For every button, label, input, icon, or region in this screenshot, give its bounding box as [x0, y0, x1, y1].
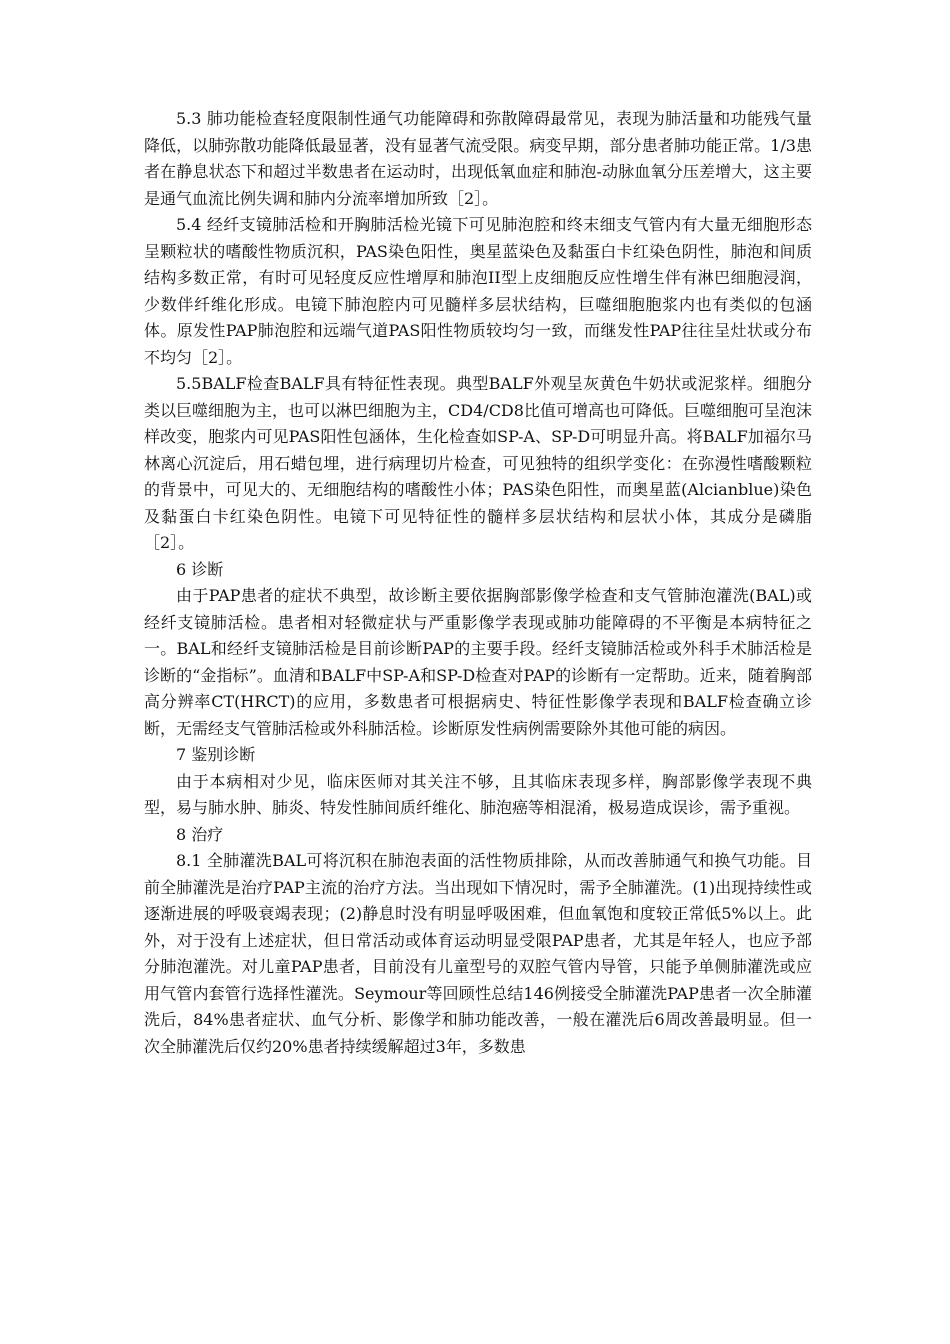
paragraph-5-5: 5.5BALF检查BALF具有特征性表现。典型BALF外观呈灰黄色牛奶状或泥浆样。细胞分类以巨噬细胞为主，也可以淋巴细胞为主，CD4/CD8比值可增高也可降低。巨噬细胞可呈泡沫样改变，胞浆内可见PAS阳性包涵体，生化检查如SP-A、SP-D可明显升高。将BALF加福尔马林离心沉淀后，用石蜡包埋，进行病理切片检查，可见独特的组织学变化：在弥漫性嗜酸颗粒的背景中，可见大的、无细胞结构的嗜酸性小体；PAS染色阳性，而奥星蓝(Alcianblue)染色及黏蛋白卡红染色阴性。电镜下可见特征性的髓样多层状结构和层状小体，其成分是磷脂［2］。	[144, 374, 812, 552]
section-heading-treatment: 8 治疗	[176, 824, 224, 844]
paragraph-5-4: 5.4 经纤支镜肺活检和开胸肺活检光镜下可见肺泡腔和终末细支气管内有大量无细胞形态呈颗粒状的嗜酸性物质沉积，PAS染色阳性，奥星蓝染色及黏蛋白卡红染色阴性，肺泡和间质结构多数正常，有时可见轻度反应性增厚和肺泡II型上皮细胞反应性增生伴有淋巴细胞浸润，少数伴纤维化形成。电镜下肺泡腔内可见髓样多层状结构，巨噬细胞胞浆内也有类似的包涵体。原发性PAP肺泡腔和远端气道PAS阳性物质较均匀一致，而继发性PAP往往呈灶状或分布不均匀［2］。	[144, 215, 812, 367]
paragraph-8-1: 8.1 全肺灌洗BAL可将沉积在肺泡表面的活性物质排除，从而改善肺通气和换气功能。目前全肺灌洗是治疗PAP主流的治疗方法。当出现如下情况时，需予全肺灌洗。(1)出现持续性或逐渐进展的呼吸衰竭表现；(2)静息时没有明显呼吸困难，但血氧饱和度较正常低5%以上。此外，对于没有上述症状，但日常活动或体育运动明显受限PAP患者，尤其是年轻人，也应予部分肺泡灌洗。对儿童PAP患者，目前没有儿童型号的双腔气管内导管，只能予单侧肺灌洗或应用气管内套管行选择性灌洗。Seymour等回顾性总结146例接受全肺灌洗PAP患者一次全肺灌洗后，84%患者症状、血气分析、影像学和肺功能改善，一般在灌洗后6周改善最明显。但一次全肺灌洗后仅约20%患者持续缓解超过3年，多数患	[144, 851, 812, 1056]
section-heading-differential-diagnosis: 7 鉴别诊断	[176, 745, 256, 764]
paragraph-differential-diagnosis: 由于本病相对少见，临床医师对其关注不够，且其临床表现多样，胸部影像学表现不典型，易与肺水肿、肺炎、特发性肺间质纤维化、肺泡癌等相混淆，极易造成误诊，需予重视。	[144, 771, 812, 817]
document-page	[144, 106, 812, 1060]
paragraph-diagnosis: 由于PAP患者的症状不典型，故诊断主要依据胸部影像学检查和支气管肺泡灌洗(BAL)或经纤支镜肺活检。患者相对轻微症状与严重影像学表现或肺功能障碍的不平衡是本病特征之一。BAL和经纤支镜肺活检是目前诊断PAP的主要手段。经纤支镜肺活检或外科手术肺活检是诊断的“金指标”。血清和BALF中SP-A和SP-D检查对PAP的诊断有一定帮助。近来，随着胸部高分辨率CT(HRCT)的应用，多数患者可根据病史、特征性影像学表现和BALF检查确立诊断，无需经支气管肺活检或外科肺活检。诊断原发性病例需要除外其他可能的病因。	[144, 586, 812, 738]
section-heading-diagnosis: 6 诊断	[176, 559, 224, 579]
paragraph-5-3: 5.3 肺功能检查轻度限制性通气功能障碍和弥散障碍最常见，表现为肺活量和功能残气量降低，以肺弥散功能降低最显著，没有显著气流受限。病变早期，部分患者肺功能正常。1/3患者在静息状态下和超过半数患者在运动时，出现低氧血症和肺泡-动脉血氧分压差增大，这主要是通气血流比例失调和肺内分流率增加所致［2］。	[144, 109, 812, 208]
